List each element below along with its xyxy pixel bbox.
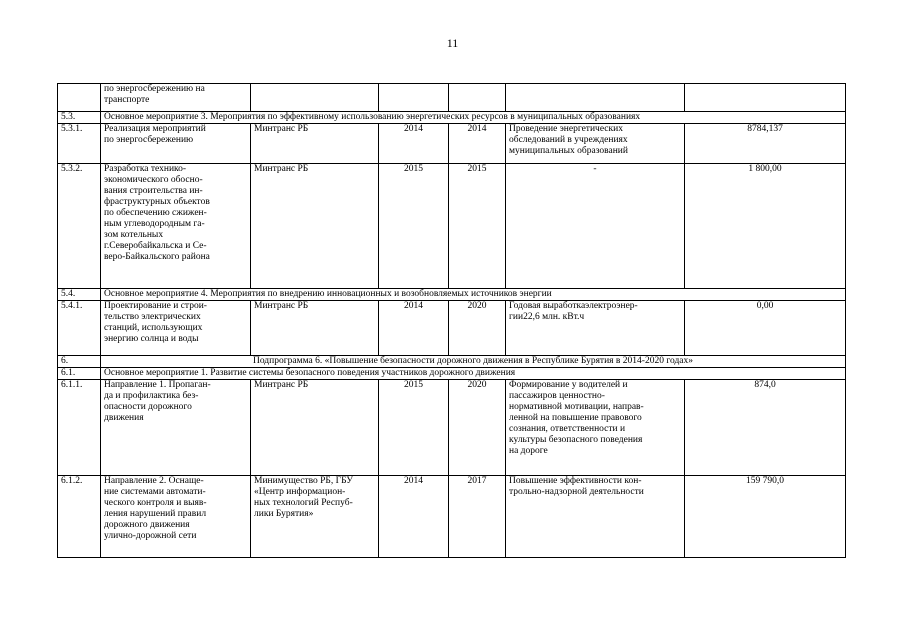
measure-name-cell: Направление 2. Оснаще- ние системами автомати- ческого контроля и выяв- ления нарушений правил дорожного движения улично-дорожной сети [101,476,251,558]
table-row [58,368,846,380]
funding-cell: 0,00 [685,301,846,356]
end-year-cell: 2017 [449,476,506,558]
row-number-cell: 5.3. [58,112,101,124]
executor-cell: Минтранс РБ [251,124,379,164]
section-title-cell: Основное мероприятие 4. Мероприятия по внедрению инновационных и возобновляемых источников энергии [101,289,846,301]
table-row [58,84,846,112]
end-year-cell: 2015 [449,164,506,289]
executor-cell: Минимущество РБ, ГБУ «Центр информацион- ных технологий Респуб- лики Бурятия» [251,476,379,558]
table-row [58,289,846,301]
result-cell [506,84,685,112]
measure-name-cell: Проектирование и строи- тельство электрических станций, использующих энергию солнца и воды [101,301,251,356]
row-number-cell: 5.4.1. [58,301,101,356]
end-year-cell: 2020 [449,301,506,356]
row-number-cell: 6.1. [58,368,101,380]
row-number-cell: 6.1.1. [58,380,101,476]
start-year-cell [379,84,449,112]
executor-cell: Минтранс РБ [251,301,379,356]
funding-cell: 874,0 [685,380,846,476]
result-cell: Повышение эффективности кон- трольно-надзорной деятельности [506,476,685,558]
start-year-cell: 2014 [379,476,449,558]
table-row [58,164,846,289]
table-row [58,380,846,476]
row-number-cell: 5.3.2. [58,164,101,289]
start-year-cell: 2014 [379,301,449,356]
measure-name-cell: Разработка технико- экономического обосно- вания строительства ин- фраструктурных объектов по обеспечению сжижен- ным углеводородным га- зом котельных г.Северобайкальска и Се- веро-Байкальского района [101,164,251,289]
program-table [57,83,846,558]
end-year-cell: 2014 [449,124,506,164]
result-cell: - [506,164,685,289]
table-row [58,356,846,368]
row-number-cell: 6.1.2. [58,476,101,558]
funding-cell: 8784,137 [685,124,846,164]
result-cell: Проведение энергетических обследований в учреждениях муниципальных образований [506,124,685,164]
row-number-cell: 5.3.1. [58,124,101,164]
page-number: 11 [446,36,459,50]
measure-name-cell: Реализация мероприятий по энергосбережению [101,124,251,164]
table-row [58,476,846,558]
funding-cell: 159 790,0 [685,476,846,558]
funding-cell: 1 800,00 [685,164,846,289]
measure-name-cell: Направление 1. Пропаган- да и профилактика без- опасности дорожного движения [101,380,251,476]
end-year-cell [449,84,506,112]
result-cell: Годовая выработкаэлектроэнер- гии22,6 млн. кВт.ч [506,301,685,356]
section-title-cell: Основное мероприятие 3. Мероприятия по эффективному использованию энергетических ресурсов в муниципальных образованиях [101,112,846,124]
subprogram-title-cell: Подпрограмма 6. «Повышение безопасности дорожного движения в Республике Бурятия в 2014-2020 годах» [101,356,846,368]
funding-cell [685,84,846,112]
section-title-cell: Основное мероприятие 1. Развитие системы безопасного поведения участников дорожного движения [101,368,846,380]
start-year-cell: 2015 [379,380,449,476]
measure-name-cell: по энергосбережению на транспорте [101,84,251,112]
result-cell: Формирование у водителей и пассажиров ценностно- нормативной мотивации, направ- ленной на повышение правового сознания, ответственности и культуры безопасного поведения на дороге [506,380,685,476]
row-number-cell [58,84,101,112]
executor-cell [251,84,379,112]
start-year-cell: 2015 [379,164,449,289]
table-row [58,124,846,164]
table-row [58,112,846,124]
row-number-cell: 5.4. [58,289,101,301]
start-year-cell: 2014 [379,124,449,164]
table-row [58,301,846,356]
end-year-cell: 2020 [449,380,506,476]
executor-cell: Минтранс РБ [251,164,379,289]
executor-cell: Минтранс РБ [251,380,379,476]
row-number-cell: 6. [58,356,101,368]
